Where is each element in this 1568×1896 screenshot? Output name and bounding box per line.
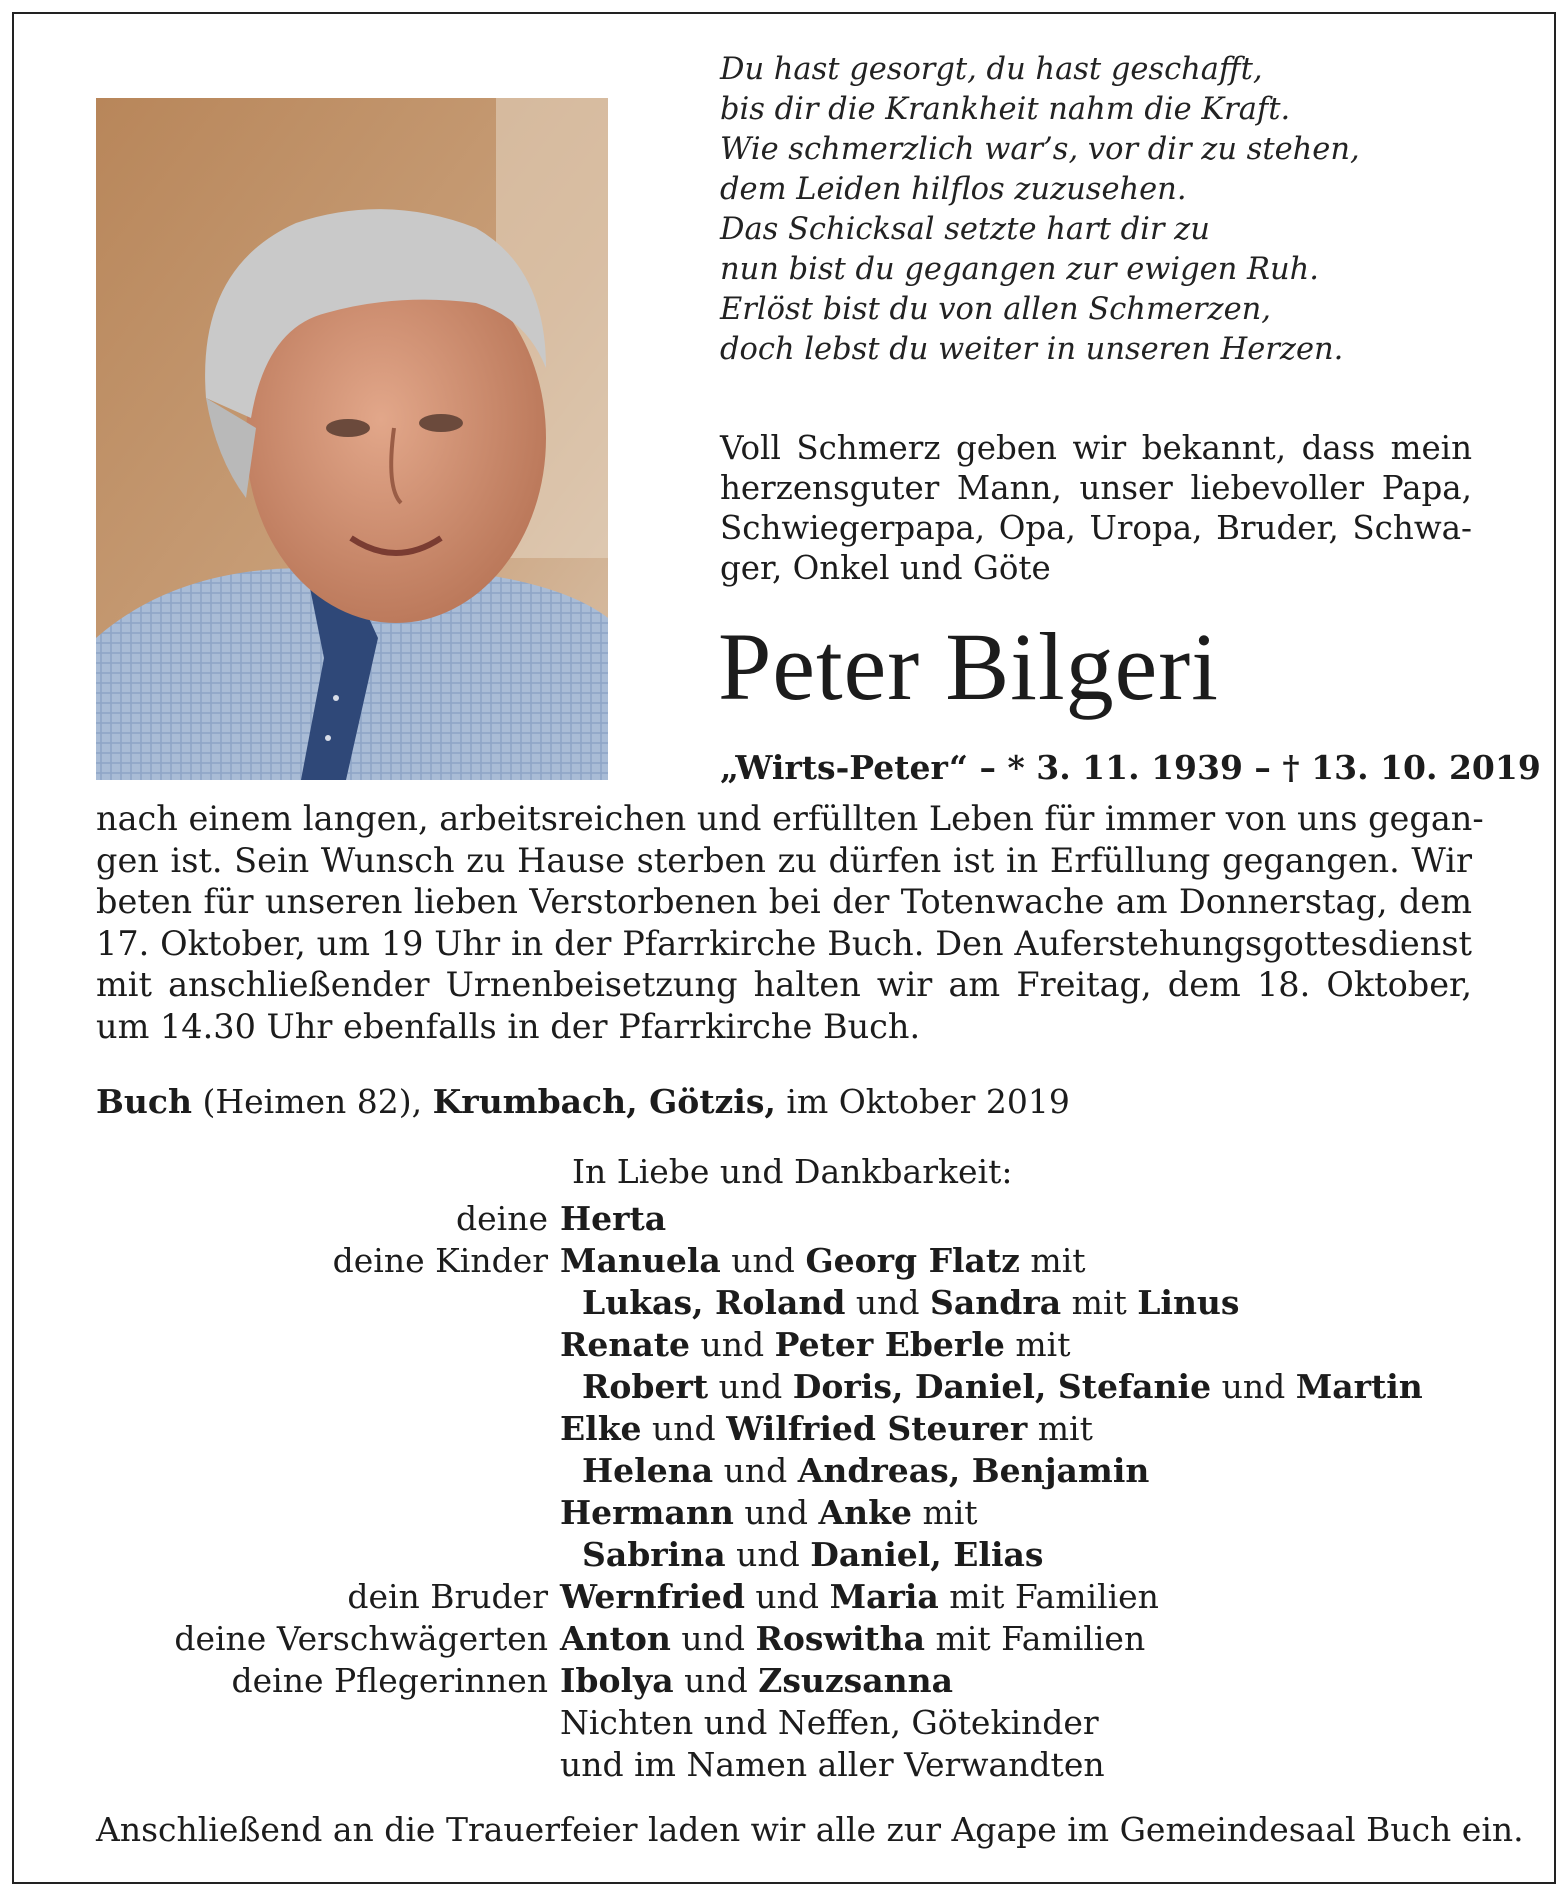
poem-line: dem Leiden hilflos zuzusehen. [720, 172, 1187, 207]
family-member-name: Linus [1137, 1283, 1240, 1322]
relation-label [96, 1366, 560, 1408]
family-row [96, 1660, 1516, 1702]
connector-text: und [673, 1661, 759, 1700]
portrait-photo [96, 98, 608, 780]
relation-label: deine Kinder [332, 1241, 548, 1280]
connector-text: und [641, 1409, 727, 1448]
family-member-name: Peter Eberle [774, 1325, 1005, 1364]
family-names [560, 1492, 978, 1534]
announcement-line: ger, Onkel und Göte [720, 549, 1051, 587]
connector-text: mit [1027, 1409, 1093, 1448]
connector-text: mit Familien [925, 1619, 1146, 1658]
announcement-line: herzensguter Mann, unser liebevoller Papa, [720, 469, 1472, 507]
place-others: Krumbach, Götzis, [432, 1082, 776, 1121]
body-line: nach einem langen, arbeitsreichen und erfüllten Leben für immer von uns gegan- [96, 799, 1484, 838]
connector-text: und [744, 1577, 830, 1616]
family-member-name: Maria [829, 1577, 939, 1616]
relation-label [96, 1324, 560, 1366]
place-address: (Heimen 82), [191, 1082, 433, 1121]
announcement [720, 428, 1472, 588]
family-member-name: Renate [560, 1325, 691, 1364]
family-row [96, 1744, 1516, 1786]
family-row [96, 1240, 1516, 1282]
connector-text: und [733, 1493, 819, 1532]
body-line: um 14.30 Uhr ebenfalls in der Pfarrkirche Buch. [96, 1006, 921, 1046]
family-names [560, 1450, 1149, 1492]
family-row [96, 1282, 1516, 1324]
family-member-name: Doris, Daniel, Stefanie [792, 1367, 1212, 1406]
body-text [96, 798, 1484, 1047]
family-names [560, 1324, 1070, 1366]
announcement-line: Schwiegerpapa, Opa, Uropa, Bruder, Schwa- [720, 509, 1472, 547]
family-names [560, 1618, 1145, 1660]
thanks-line: In Liebe und Dankbarkeit: [572, 1152, 1013, 1191]
body-line: 17. Oktober, um 19 Uhr in der Pfarrkirche Buch. Den Auferstehungsgottesdienst [96, 923, 1472, 963]
family-member-name: Wernfried [560, 1577, 745, 1616]
family-names [560, 1576, 1159, 1618]
relation-label [96, 1534, 560, 1576]
poem-line: Du hast gesorgt, du hast geschafft, [720, 52, 1263, 87]
poem-line: Erlöst bist du von allen Schmerzen, [720, 292, 1271, 327]
poem-line: bis dir die Krankheit nahm die Kraft. [720, 92, 1291, 127]
family-row [96, 1450, 1516, 1492]
family-list [96, 1198, 1516, 1786]
connector-text: und [1211, 1367, 1296, 1406]
connector-text: mit [1019, 1241, 1086, 1280]
connector-text: mit [1004, 1325, 1071, 1364]
family-member-name: Andreas, Benjamin [797, 1451, 1150, 1490]
relation-label: deine Pflegerinnen [231, 1661, 548, 1700]
family-member-name: Manuela [560, 1241, 721, 1280]
relation-label [96, 1744, 560, 1786]
family-member-name: Helena [582, 1451, 714, 1490]
closing-line: Anschließend an die Trauerfeier laden wir alle zur Agape im Gemeindesaal Buch ein. [96, 1810, 1524, 1849]
family-member-name: Martin [1295, 1367, 1423, 1406]
connector-text: und [690, 1325, 775, 1364]
family-row [96, 1324, 1516, 1366]
family-row [96, 1702, 1516, 1744]
family-names [560, 1660, 953, 1702]
life-dates: „Wirts-Peter“ – * 3. 11. 1939 – † 13. 10. 2019 [720, 748, 1541, 787]
family-row [96, 1408, 1516, 1450]
body-line: mit anschließender Urnenbeisetzung halten wir am Freitag, dem 18. Oktober, [96, 965, 1472, 1004]
relation-label [96, 1282, 560, 1324]
family-member-name: Anke [818, 1493, 912, 1532]
family-names [560, 1198, 666, 1240]
family-member-name: Robert [582, 1367, 709, 1406]
connector-text: mit [911, 1493, 978, 1532]
family-member-name: Lukas, Roland [582, 1283, 846, 1322]
family-row [96, 1492, 1516, 1534]
poem-line: nun bist du gegangen zur ewigen Ruh. [720, 252, 1319, 287]
connector-text: mit [1061, 1283, 1138, 1322]
body-line: gen ist. Sein Wunsch zu Hause sterben zu dürfen ist in Erfüllung gegangen. Wir [96, 840, 1472, 880]
family-member-name: Ibolya [560, 1661, 674, 1700]
family-names [560, 1366, 1423, 1408]
connector-text: und im Namen aller Verwandten [560, 1745, 1105, 1784]
family-member-name: Wilfried Steurer [726, 1409, 1028, 1448]
place-date [96, 1080, 1396, 1124]
connector-text: und [725, 1535, 811, 1574]
family-names [560, 1408, 1093, 1450]
poem-line: Das Schicksal setzte hart dir zu [720, 212, 1210, 247]
family-row [96, 1618, 1516, 1660]
connector-text: und [670, 1619, 756, 1658]
connector-text: und [845, 1283, 931, 1322]
family-member-name: Roswitha [755, 1619, 926, 1658]
family-member-name: Hermann [560, 1493, 734, 1532]
deceased-name: Peter Bilgeri [718, 613, 1219, 720]
family-names [560, 1702, 1099, 1744]
place-buch: Buch [96, 1082, 192, 1121]
relation-label [96, 1702, 560, 1744]
relation-label [96, 1450, 560, 1492]
relation-label [96, 1492, 560, 1534]
family-member-name: Sandra [930, 1283, 1062, 1322]
family-member-name: Herta [560, 1199, 667, 1238]
connector-text: und [708, 1367, 793, 1406]
family-row [96, 1366, 1516, 1408]
poem [720, 50, 1480, 370]
relation-label: dein Bruder [347, 1577, 548, 1616]
family-row [96, 1534, 1516, 1576]
relation-label [96, 1408, 560, 1450]
place-month: im Oktober 2019 [775, 1082, 1070, 1121]
family-member-name: Elke [560, 1409, 642, 1448]
family-row [96, 1198, 1516, 1240]
relation-label: deine [456, 1199, 548, 1238]
family-member-name: Georg Flatz [805, 1241, 1020, 1280]
family-names [560, 1534, 1043, 1576]
poem-line: doch lebst du weiter in unseren Herzen. [720, 332, 1344, 367]
relation-label: deine Verschwägerten [174, 1619, 548, 1658]
family-names [560, 1240, 1086, 1282]
connector-text: und [720, 1241, 806, 1280]
family-names [560, 1744, 1105, 1786]
connector-text: Nichten und Neffen, Götekinder [560, 1703, 1099, 1742]
family-member-name: Anton [560, 1619, 671, 1658]
poem-line: Wie schmerzlich war’s, vor dir zu stehen, [720, 132, 1360, 167]
connector-text: mit Familien [938, 1577, 1159, 1616]
connector-text: und [713, 1451, 798, 1490]
announcement-line: Voll Schmerz geben wir bekannt, dass mein [720, 429, 1472, 467]
family-member-name: Zsuzsanna [758, 1661, 953, 1700]
body-line: beten für unseren lieben Verstorbenen bei der Totenwache am Donnerstag, dem [96, 882, 1472, 921]
family-row [96, 1576, 1516, 1618]
family-names [560, 1282, 1240, 1324]
family-member-name: Sabrina [582, 1535, 726, 1574]
family-member-name: Daniel, Elias [810, 1535, 1044, 1574]
